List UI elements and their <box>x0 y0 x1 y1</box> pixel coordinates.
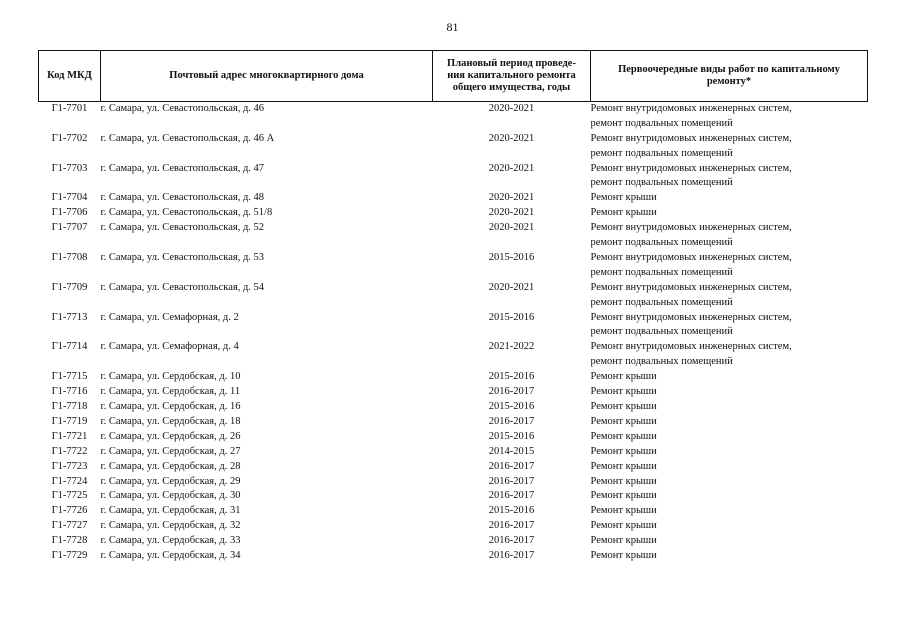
works-line: ремонт подвальных помещений <box>590 326 733 338</box>
table-row <box>39 206 868 221</box>
cell-period: 2020-2021 <box>488 192 535 204</box>
cell-works <box>591 549 868 564</box>
cell-works <box>591 340 868 370</box>
cell-period: 2020-2021 <box>488 207 535 219</box>
cell-works <box>591 460 868 475</box>
works-line: Ремонт внутридомовых инженерных систем, <box>590 222 792 234</box>
cell-period: 2014-2015 <box>488 445 535 457</box>
cell-code: Г1-7725 <box>51 490 88 502</box>
cell-works <box>591 534 868 549</box>
cell-address: г. Самара, ул. Севастопольская, д. 53 <box>100 252 265 263</box>
cell-works <box>591 311 868 341</box>
works-line: Ремонт крыши <box>590 460 657 472</box>
works-line: ремонт подвальных помещений <box>590 237 733 249</box>
cell-code: Г1-7718 <box>51 401 88 412</box>
cell-period: 2016-2017 <box>488 535 535 547</box>
cell-works <box>591 415 868 430</box>
works-line: Ремонт внутридомовых инженерных систем, <box>590 162 792 174</box>
header-period-line: общего имущества, годы <box>452 82 571 93</box>
cell-period: 2015-2016 <box>488 252 535 263</box>
header-period <box>433 51 591 102</box>
header-works-line: Первоочередные виды работ по капитальному <box>618 64 840 75</box>
cell-code: Г1-7704 <box>51 192 88 204</box>
cell-address: г. Самара, ул. Севастопольская, д. 52 <box>100 222 265 234</box>
cell-code: Г1-7702 <box>51 132 88 144</box>
works-line: Ремонт крыши <box>590 505 657 517</box>
cell-address: г. Самара, ул. Сердобская, д. 18 <box>100 415 241 427</box>
cell-address: г. Самара, ул. Севастопольская, д. 47 <box>100 162 265 174</box>
cell-address: г. Самара, ул. Севастопольская, д. 46 А <box>100 132 275 144</box>
header-period-line: ния капитального ремонта <box>447 70 576 81</box>
cell-works <box>591 221 868 251</box>
cell-address: г. Самара, ул. Сердобская, д. 31 <box>100 505 241 517</box>
cell-code: Г1-7729 <box>51 550 88 562</box>
cell-period: 2020-2021 <box>488 103 535 114</box>
table-row <box>39 340 868 370</box>
cell-code: Г1-7726 <box>51 505 88 517</box>
works-line: Ремонт внутридомовых инженерных систем, <box>590 281 792 293</box>
table-row <box>39 311 868 341</box>
cell-period: 2015-2016 <box>488 311 535 323</box>
works-line: Ремонт внутридомовых инженерных систем, <box>590 341 792 353</box>
cell-code: Г1-7715 <box>51 371 88 383</box>
cell-period: 2016-2017 <box>488 550 535 562</box>
cell-code: Г1-7727 <box>51 520 88 532</box>
cell-code: Г1-7719 <box>51 415 88 427</box>
works-line: Ремонт крыши <box>590 401 657 412</box>
cell-address: г. Самара, ул. Севастопольская, д. 46 <box>100 103 265 114</box>
works-line: ремонт подвальных помещений <box>590 147 733 159</box>
header-works-line: ремонту* <box>706 76 752 87</box>
cell-code: Г1-7703 <box>51 162 88 174</box>
cell-address: г. Самара, ул. Сердобская, д. 30 <box>100 490 241 502</box>
works-line: ремонт подвальных помещений <box>590 296 733 308</box>
cell-works <box>591 370 868 385</box>
cell-works <box>591 102 868 132</box>
table-row <box>39 430 868 445</box>
works-line: Ремонт крыши <box>590 550 657 562</box>
table-row <box>39 445 868 460</box>
cell-code: Г1-7724 <box>51 475 88 487</box>
cell-works <box>591 385 868 400</box>
works-line: Ремонт крыши <box>590 371 657 383</box>
cell-period: 2016-2017 <box>488 386 535 398</box>
table-row <box>39 370 868 385</box>
works-line: Ремонт крыши <box>590 192 657 204</box>
table-row <box>39 132 868 162</box>
table-row <box>39 534 868 549</box>
works-line: Ремонт крыши <box>590 535 657 547</box>
works-line: Ремонт крыши <box>590 386 657 398</box>
cell-works <box>591 251 868 281</box>
works-line: ремонт подвальных помещений <box>590 266 733 278</box>
cell-code: Г1-7708 <box>51 252 88 263</box>
header-code: Код МКД <box>39 51 101 102</box>
cell-works <box>591 400 868 415</box>
cell-period: 2015-2016 <box>488 505 535 517</box>
cell-works <box>591 132 868 162</box>
cell-period: 2015-2016 <box>488 401 535 412</box>
table-row <box>39 519 868 534</box>
cell-period: 2016-2017 <box>488 520 535 532</box>
works-line: Ремонт крыши <box>590 490 657 502</box>
cell-period: 2015-2016 <box>488 371 535 383</box>
cell-period: 2020-2021 <box>488 281 535 293</box>
table-row <box>39 191 868 206</box>
cell-works <box>591 206 868 221</box>
cell-works <box>591 504 868 519</box>
page-number: 81 <box>446 20 459 34</box>
cell-address: г. Самара, ул. Сердобская, д. 34 <box>100 550 241 562</box>
table-row <box>39 460 868 475</box>
cell-address: г. Самара, ул. Сердобская, д. 27 <box>100 445 241 457</box>
works-line: Ремонт внутридомовых инженерных систем, <box>590 132 792 144</box>
cell-period: 2016-2017 <box>488 475 535 487</box>
works-line: Ремонт внутридомовых инженерных систем, <box>590 311 792 323</box>
cell-code: Г1-7713 <box>51 311 88 323</box>
works-line: Ремонт внутридомовых инженерных систем, <box>590 252 792 263</box>
works-line: ремонт подвальных помещений <box>590 117 733 129</box>
cell-period: 2020-2021 <box>488 162 535 174</box>
cell-code: Г1-7701 <box>51 103 88 114</box>
table-header-row <box>39 51 868 102</box>
cell-period: 2020-2021 <box>488 132 535 144</box>
cell-address: г. Самара, ул. Сердобская, д. 10 <box>100 371 241 383</box>
table-row <box>39 400 868 415</box>
table-body <box>39 102 868 564</box>
cell-period: 2016-2017 <box>488 460 535 472</box>
cell-code: Г1-7714 <box>51 341 88 353</box>
cell-works <box>591 519 868 534</box>
cell-works <box>591 430 868 445</box>
table-row <box>39 102 868 132</box>
table-row <box>39 281 868 311</box>
works-line: Ремонт крыши <box>590 475 657 487</box>
cell-works <box>591 475 868 490</box>
table-row <box>39 504 868 519</box>
cell-period: 2016-2017 <box>488 490 535 502</box>
cell-period: 2020-2021 <box>488 222 535 234</box>
cell-works <box>591 445 868 460</box>
cell-address: г. Самара, ул. Семафорная, д. 2 <box>100 311 239 323</box>
cell-code: Г1-7716 <box>51 386 88 398</box>
cell-period: 2016-2017 <box>488 415 535 427</box>
header-address: Почтовый адрес многоквартирного дома <box>101 51 433 102</box>
cell-code: Г1-7723 <box>51 460 88 472</box>
cell-address: г. Самара, ул. Сердобская, д. 26 <box>100 430 241 442</box>
cell-address: г. Самара, ул. Сердобская, д. 33 <box>100 535 241 547</box>
repair-schedule-table <box>38 50 868 564</box>
table-row <box>39 385 868 400</box>
cell-address: г. Самара, ул. Семафорная, д. 4 <box>100 341 239 353</box>
works-line: Ремонт крыши <box>590 445 657 457</box>
cell-works <box>591 162 868 192</box>
cell-code: Г1-7707 <box>51 222 88 234</box>
cell-address: г. Самара, ул. Сердобская, д. 16 <box>100 401 241 412</box>
works-line: Ремонт крыши <box>590 207 657 219</box>
cell-address: г. Самара, ул. Севастопольская, д. 51/8 <box>100 207 273 219</box>
cell-address: г. Самара, ул. Сердобская, д. 28 <box>100 460 241 472</box>
cell-code: Г1-7728 <box>51 535 88 547</box>
cell-works <box>591 191 868 206</box>
table-row <box>39 489 868 504</box>
works-line: Ремонт крыши <box>590 430 657 442</box>
cell-period: 2021-2022 <box>488 341 535 353</box>
cell-code: Г1-7709 <box>51 281 88 293</box>
works-line: Ремонт крыши <box>590 520 657 532</box>
cell-address: г. Самара, ул. Сердобская, д. 11 <box>100 386 241 398</box>
works-line: Ремонт внутридомовых инженерных систем, <box>590 103 792 114</box>
cell-works <box>591 489 868 504</box>
cell-address: г. Самара, ул. Севастопольская, д. 54 <box>100 281 265 293</box>
header-period-line: Плановый период проведе- <box>447 58 576 69</box>
cell-address: г. Самара, ул. Сердобская, д. 32 <box>100 520 241 532</box>
table-row <box>39 475 868 490</box>
header-works <box>591 51 868 102</box>
cell-address: г. Самара, ул. Сердобская, д. 29 <box>100 475 241 487</box>
works-line: Ремонт крыши <box>590 415 657 427</box>
table-row <box>39 251 868 281</box>
table-row <box>39 549 868 564</box>
table-row <box>39 162 868 192</box>
cell-works <box>591 281 868 311</box>
table-row <box>39 415 868 430</box>
works-line: ремонт подвальных помещений <box>590 177 733 189</box>
cell-code: Г1-7721 <box>51 430 88 442</box>
cell-period: 2015-2016 <box>488 430 535 442</box>
table-row <box>39 221 868 251</box>
works-line: ремонт подвальных помещений <box>590 356 733 368</box>
cell-address: г. Самара, ул. Севастопольская, д. 48 <box>100 192 265 204</box>
cell-code: Г1-7722 <box>51 445 88 457</box>
cell-code: Г1-7706 <box>51 207 88 219</box>
